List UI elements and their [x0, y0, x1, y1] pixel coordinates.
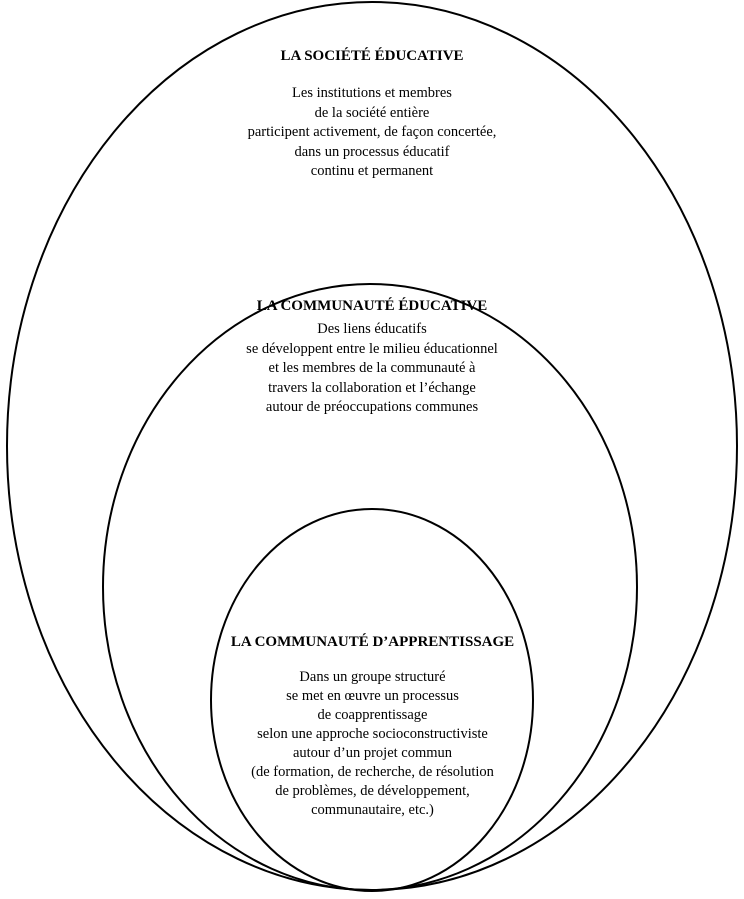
societe-line-4: dans un processus éducatif [294, 143, 450, 160]
communaute-line-5: autour de préoccupations communes [265, 399, 479, 415]
communaute-line-2: se développent entre le milieu éducationnel [246, 340, 498, 357]
apprentissage-line-8: communautaire, etc.) [311, 802, 434, 818]
societe-line-3: participent activement, de façon concertée, [247, 124, 497, 140]
societe-line-2: de la société entière [314, 104, 430, 121]
apprentissage-line-7: de problèmes, de développement, [275, 783, 470, 799]
apprentissage-line-1: Dans un groupe structuré [299, 669, 446, 685]
apprentissage-line-4: selon une approche socioconstructiviste [257, 726, 488, 742]
communaute-educative-title: LA COMMUNAUTÉ ÉDUCATIVE [256, 298, 488, 314]
societe-educative-block [172, 46, 572, 182]
communaute-line-1: Des liens éducatifs [317, 321, 427, 337]
societe-line-5: continu et permanent [310, 163, 434, 179]
communaute-line-4: travers la collaboration et l’échange [268, 379, 476, 396]
apprentissage-line-3: de coapprentissage [317, 707, 428, 723]
communaute-apprentissage-block [195, 632, 550, 820]
societe-line-1: Les institutions et membres [292, 85, 452, 101]
communaute-line-3: et les membres de la communauté à [268, 360, 476, 376]
communaute-apprentissage-title: LA COMMUNAUTÉ D’APPRENTISSAGE [230, 634, 515, 650]
societe-educative-title: LA SOCIÉTÉ ÉDUCATIVE [280, 48, 464, 64]
communaute-educative-block [172, 296, 572, 418]
apprentissage-line-6: (de formation, de recherche, de résolution [251, 764, 494, 780]
apprentissage-line-5: autour d’un projet commun [292, 745, 453, 761]
apprentissage-line-2: se met en œuvre un processus [286, 688, 459, 704]
